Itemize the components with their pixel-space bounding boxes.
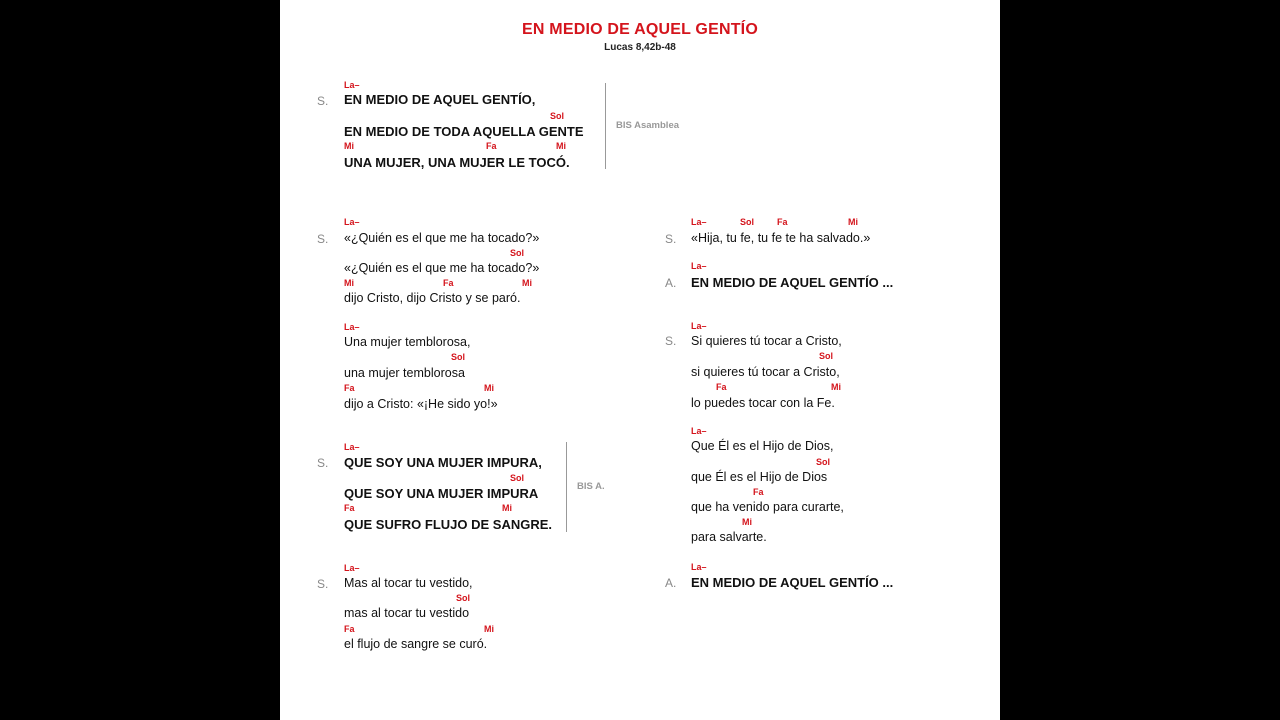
- role-label: S.: [317, 456, 329, 470]
- chord: Mi: [556, 141, 566, 151]
- lyric-line: «¿Quién es el que me ha tocado?»: [344, 261, 540, 275]
- lyric-line: Mas al tocar tu vestido,: [344, 576, 473, 590]
- lyric-line: Si quieres tú tocar a Cristo,: [691, 334, 842, 348]
- lyric-line: el flujo de sangre se curó.: [344, 637, 488, 651]
- chord: La–: [691, 562, 707, 572]
- chord: Sol: [550, 111, 565, 121]
- chord: Sol: [816, 457, 831, 467]
- lyric-line: dijo Cristo, dijo Cristo y se paró.: [344, 291, 521, 305]
- lyric-line: mas al tocar tu vestido: [344, 606, 470, 620]
- chord: La–: [344, 217, 360, 227]
- song-title: EN MEDIO DE AQUEL GENTÍO: [522, 21, 758, 38]
- chord: Fa: [344, 383, 355, 393]
- lyric-line: que ha venido para curarte,: [691, 500, 844, 514]
- lyric-line: QUE SOY UNA MUJER IMPURA,: [344, 455, 542, 470]
- role-label: S.: [317, 232, 329, 246]
- chord: Fa: [777, 217, 788, 227]
- lyric-line: EN MEDIO DE AQUEL GENTÍO,: [344, 92, 536, 107]
- chord: Mi: [522, 278, 532, 288]
- chord: Fa: [486, 141, 497, 151]
- lyric-line: Que Él es el Hijo de Dios,: [691, 439, 834, 453]
- role-label: S.: [317, 94, 329, 108]
- chord: La–: [691, 426, 707, 436]
- lyric-line: EN MEDIO DE AQUEL GENTÍO ...: [691, 575, 894, 590]
- lyric-line: «Hija, tu fe, tu fe te ha salvado.»: [691, 231, 871, 245]
- lyric-line: para salvarte.: [691, 530, 767, 544]
- lyric-line: EN MEDIO DE TODA AQUELLA GENTE: [344, 124, 584, 139]
- role-label: A.: [665, 576, 677, 590]
- chord: Mi: [502, 503, 512, 513]
- chord: La–: [344, 80, 360, 90]
- chord: La–: [344, 563, 360, 573]
- chord: Sol: [819, 351, 834, 361]
- lyric-line: dijo a Cristo: «¡He sido yo!»: [344, 397, 498, 411]
- chord: Mi: [484, 383, 494, 393]
- song-sheet: [280, 0, 1000, 720]
- scripture-reference: Lucas 8,42b-48: [604, 42, 676, 53]
- repeat-bracket: [566, 442, 567, 532]
- role-label: S.: [665, 232, 677, 246]
- repeat-note: BIS A.: [577, 481, 605, 492]
- chord: La–: [691, 261, 707, 271]
- lyric-line: EN MEDIO DE AQUEL GENTÍO ...: [691, 275, 894, 290]
- lyric-line: QUE SUFRO FLUJO DE SANGRE.: [344, 517, 553, 532]
- lyric-line: QUE SOY UNA MUJER IMPURA: [344, 486, 539, 501]
- chord: Sol: [510, 473, 525, 483]
- chord: Fa: [753, 487, 764, 497]
- repeat-bracket: [605, 83, 606, 169]
- chord: Mi: [848, 217, 858, 227]
- chord: La–: [691, 321, 707, 331]
- role-label: S.: [317, 577, 329, 591]
- chord: Fa: [716, 382, 727, 392]
- lyric-line: una mujer temblorosa: [344, 366, 465, 380]
- chord: Mi: [344, 141, 354, 151]
- chord: Fa: [344, 624, 355, 634]
- lyric-line: que Él es el Hijo de Dios: [691, 470, 828, 484]
- lyric-line: lo puedes tocar con la Fe.: [691, 396, 835, 410]
- lyric-line: «¿Quién es el que me ha tocado?»: [344, 231, 540, 245]
- role-label: A.: [665, 276, 677, 290]
- lyric-line: UNA MUJER, UNA MUJER LE TOCÓ.: [344, 155, 570, 170]
- chord: La–: [344, 322, 360, 332]
- chord: Fa: [443, 278, 454, 288]
- chord: Sol: [510, 248, 525, 258]
- chord: Sol: [740, 217, 755, 227]
- chord: Mi: [344, 278, 354, 288]
- role-label: S.: [665, 334, 677, 348]
- lyric-line: Una mujer temblorosa,: [344, 335, 471, 349]
- chord: Mi: [831, 382, 841, 392]
- chord: La–: [344, 442, 360, 452]
- chord: Fa: [344, 503, 355, 513]
- repeat-note: BIS Asamblea: [616, 120, 680, 131]
- chord: Mi: [484, 624, 494, 634]
- chord: Sol: [456, 593, 471, 603]
- chord: Sol: [451, 352, 466, 362]
- lyric-line: si quieres tú tocar a Cristo,: [691, 365, 840, 379]
- chord: Mi: [742, 517, 752, 527]
- chord: La–: [691, 217, 707, 227]
